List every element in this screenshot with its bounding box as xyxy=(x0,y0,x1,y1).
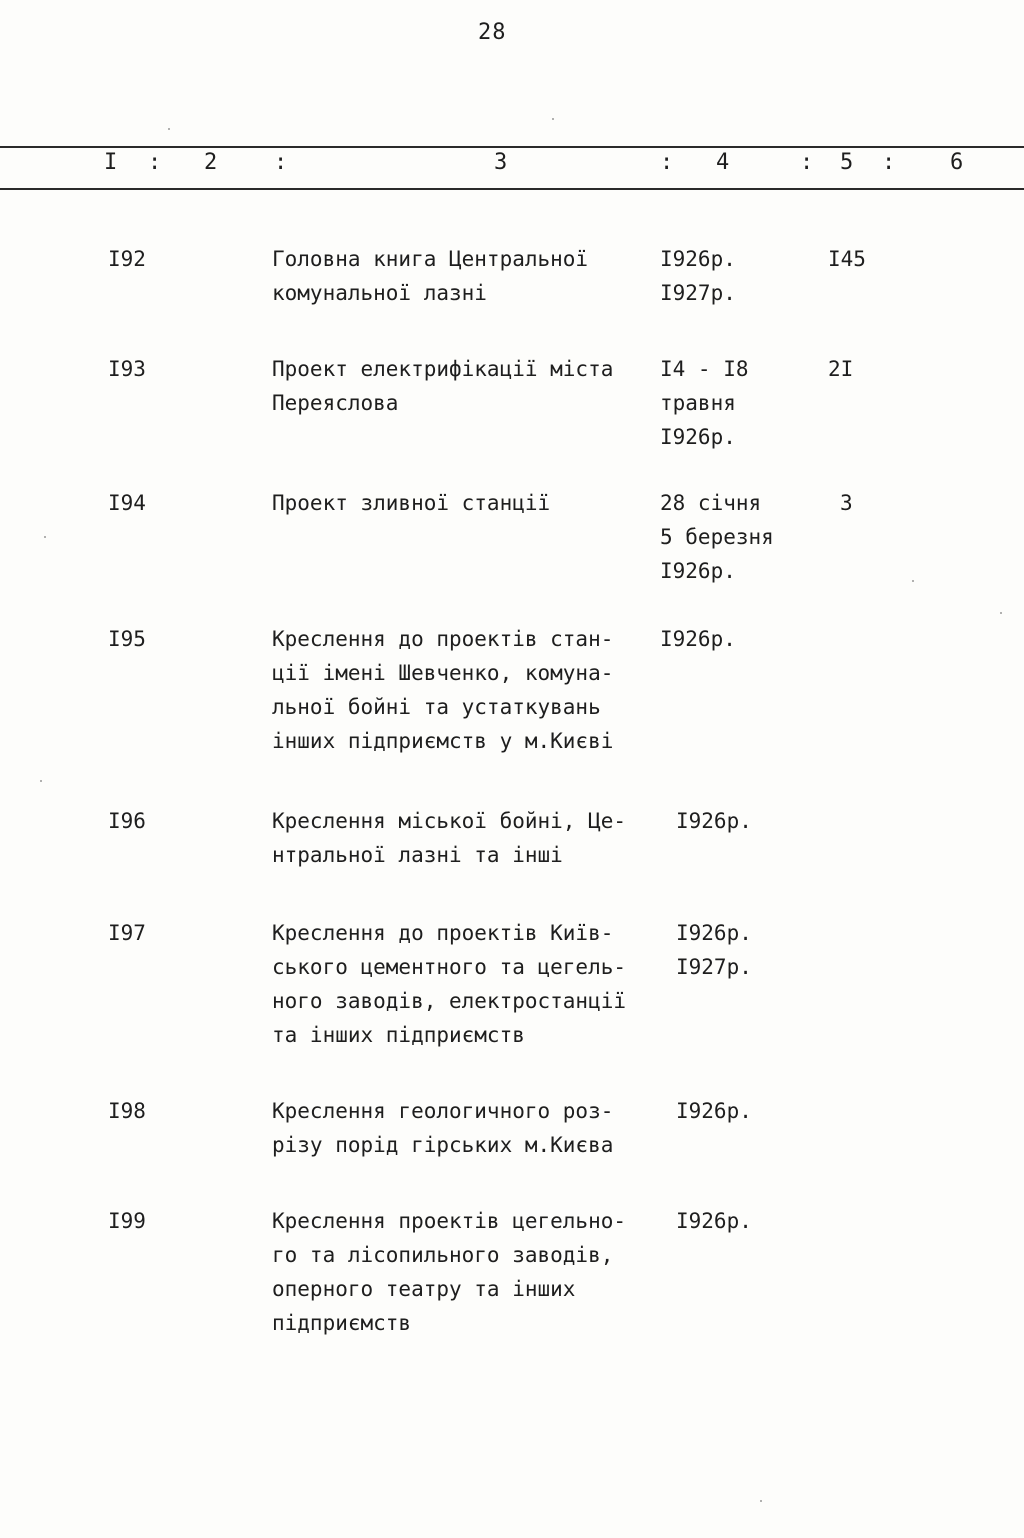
column-separator: : xyxy=(882,150,896,175)
scan-speck xyxy=(1000,612,1002,614)
entry-date-line: I926р. xyxy=(676,1209,752,1233)
entry-date-line: I926р. xyxy=(660,559,736,583)
column-header-2: 2 xyxy=(204,150,218,175)
entry-date-line: 28 січня xyxy=(660,491,762,515)
entry-title xyxy=(272,486,662,520)
scan-speck xyxy=(552,118,554,120)
entry-date-line: I926р. xyxy=(660,247,736,271)
column-header-row xyxy=(0,150,1024,184)
scan-speck xyxy=(44,536,46,538)
entry-date-line: I4 - I8 xyxy=(660,357,749,381)
entry-title xyxy=(272,622,662,758)
entry-title-line: ного заводів, електростанції xyxy=(272,989,627,1013)
entry-dates xyxy=(676,1204,826,1238)
entry-date-line: I926р. xyxy=(660,425,736,449)
entry-title-line: підприємств xyxy=(272,1311,412,1335)
entry-title-line: Креслення міської бойні, Це- xyxy=(272,809,627,833)
column-header-3: 3 xyxy=(494,150,508,175)
entry-date-line: I926р. xyxy=(676,809,752,833)
entry-title xyxy=(272,242,662,310)
scan-speck xyxy=(168,128,170,130)
entry-title xyxy=(272,804,662,872)
entry-title-line: Проект електрифікації міста xyxy=(272,357,614,381)
entry-dates xyxy=(660,242,810,310)
entry-title-line: інших підприємств у м.Києві xyxy=(272,729,614,753)
entry-title xyxy=(272,352,662,420)
entry-date-line: I927р. xyxy=(676,955,752,979)
entry-number: I98 xyxy=(108,1099,146,1123)
column-separator: : xyxy=(274,150,288,175)
entry-title xyxy=(272,1204,662,1340)
entry-title-line: Креслення до проектів стан- xyxy=(272,627,614,651)
entry-number: I92 xyxy=(108,247,146,271)
entry-number: I99 xyxy=(108,1209,146,1233)
scan-speck xyxy=(760,1500,762,1502)
entry-title-line: го та лісопильного заводів, xyxy=(272,1243,614,1267)
column-separator: : xyxy=(800,150,814,175)
column-header-6: 6 xyxy=(950,150,964,175)
entry-dates xyxy=(660,622,810,656)
column-header-4: 4 xyxy=(716,150,730,175)
entry-title-line: льної бойні та устаткувань xyxy=(272,695,601,719)
entry-number: I95 xyxy=(108,627,146,651)
entry-title xyxy=(272,1094,662,1162)
scan-speck xyxy=(912,580,914,582)
entry-title-line: ського цементного та цегель- xyxy=(272,955,627,979)
entry-date-line: I926р. xyxy=(660,627,736,651)
entry-dates xyxy=(676,916,826,984)
entry-title xyxy=(272,916,662,1052)
header-top-rule xyxy=(0,146,1024,148)
scan-speck xyxy=(40,780,42,782)
entry-date-line: I926р. xyxy=(676,921,752,945)
entry-title-line: Проект зливної станції xyxy=(272,491,551,515)
entry-dates xyxy=(660,352,810,454)
entry-title-line: та інших підприємств xyxy=(272,1023,525,1047)
entry-date-line: 5 березня xyxy=(660,525,774,549)
entry-dates xyxy=(676,804,826,838)
entry-date-line: I926р. xyxy=(676,1099,752,1123)
entry-number: I93 xyxy=(108,357,146,381)
entry-title-line: комунальної лазні xyxy=(272,281,487,305)
entry-number: I96 xyxy=(108,809,146,833)
entry-sheet-count: I45 xyxy=(828,247,866,271)
entry-title-line: Креслення геологичного роз- xyxy=(272,1099,614,1123)
entry-title-line: Головна книга Центральної xyxy=(272,247,589,271)
entry-title-line: Креслення проектів цегельно- xyxy=(272,1209,627,1233)
entry-date-line: I927р. xyxy=(660,281,736,305)
entry-dates xyxy=(660,486,810,588)
column-separator: : xyxy=(148,150,162,175)
column-separator: : xyxy=(660,150,674,175)
entry-title-line: Креслення до проектів Київ- xyxy=(272,921,614,945)
entry-title-line: нтральної лазні та інші xyxy=(272,843,563,867)
column-header-1: I xyxy=(104,150,118,175)
entry-number: I97 xyxy=(108,921,146,945)
entry-dates xyxy=(676,1094,826,1128)
entry-title-line: ції імені Шевченко, комуна- xyxy=(272,661,614,685)
column-header-5: 5 xyxy=(840,150,854,175)
entry-date-line: травня xyxy=(660,391,736,415)
header-bottom-rule xyxy=(0,188,1024,190)
page-number: 28 xyxy=(478,20,507,45)
entry-title-line: оперного театру та інших xyxy=(272,1277,576,1301)
entry-sheet-count: 3 xyxy=(840,491,853,515)
entry-title-line: Переяслова xyxy=(272,391,399,415)
entry-title-line: різу порід гірських м.Києва xyxy=(272,1133,614,1157)
entry-sheet-count: 2I xyxy=(828,357,854,381)
entry-number: I94 xyxy=(108,491,146,515)
